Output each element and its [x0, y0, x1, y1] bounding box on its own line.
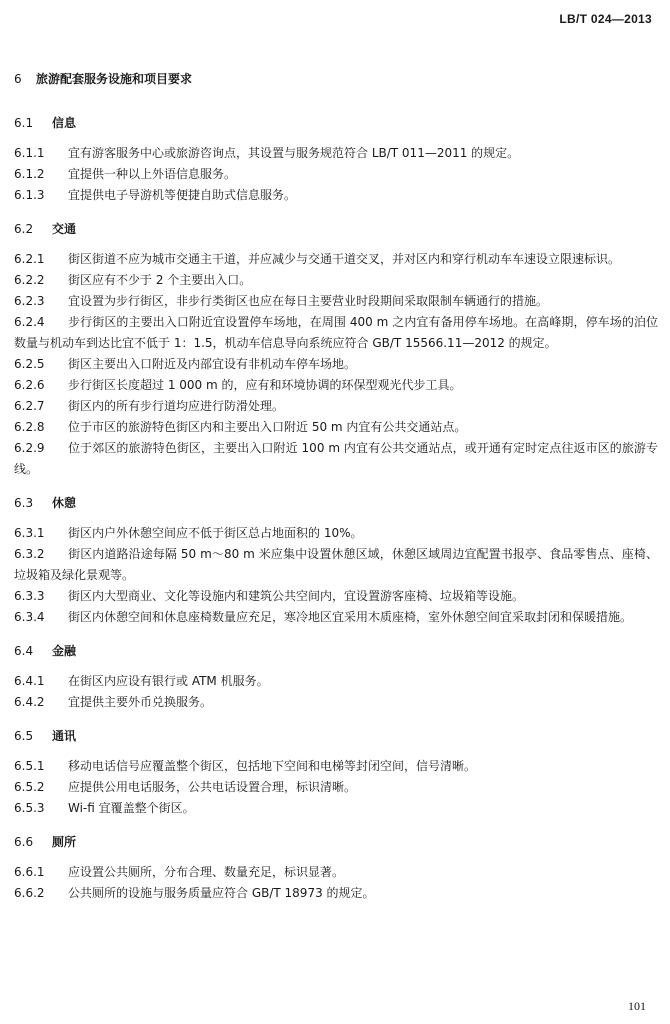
clause	[14, 417, 658, 438]
section-heading	[14, 494, 658, 511]
clause-text: 位于市区的旅游特色街区内和主要出入口附近 50 m 内宜有公共交通站点。	[68, 420, 467, 434]
section-communication	[14, 727, 658, 819]
section-heading	[14, 114, 658, 131]
section-finance	[14, 642, 658, 713]
clause-text: 街区内道路沿途每隔 50 m～80 m 米应集中设置休憩区域，休憩区域周边宜配置书报亭、食品零售点、座椅、垃圾箱及绿化景观等。	[14, 547, 658, 582]
clause-number: 6.2.6	[14, 378, 45, 392]
clause-text: Wi-fi 宜覆盖整个街区。	[68, 801, 195, 815]
clause	[14, 312, 658, 354]
clause	[14, 862, 658, 883]
section-information	[14, 114, 658, 206]
clause-number: 6.1.1	[14, 146, 45, 160]
clause-number: 6.2.3	[14, 294, 45, 308]
section-transport	[14, 220, 658, 480]
clause-text: 街区街道不应为城市交通主干道，并应减少与交通干道交叉，并对区内和穿行机动车车速设立限速标识。	[68, 252, 621, 266]
clause	[14, 438, 658, 480]
clause-number: 6.3.2	[14, 547, 45, 561]
clause-text: 宜提供一种以上外语信息服务。	[68, 167, 237, 181]
clause-text: 宜提供主要外币兑换服务。	[68, 695, 213, 709]
section-rest	[14, 494, 658, 628]
clause-text: 宜设置为步行街区，非步行类街区也应在每日主要营业时段期间采取限制车辆通行的措施。	[68, 294, 549, 308]
section-number: 6.1	[14, 116, 34, 130]
clause-text: 在街区内应设有银行或 ATM 机服务。	[68, 674, 269, 688]
clause-number: 6.2.9	[14, 441, 45, 455]
clause	[14, 544, 658, 586]
section-number: 6.6	[14, 835, 34, 849]
clause-text: 街区内户外休憩空间应不低于街区总占地面积的 10%。	[68, 526, 363, 540]
clause-number: 6.5.2	[14, 780, 45, 794]
clause-number: 6.5.1	[14, 759, 45, 773]
section-number: 6.3	[14, 496, 34, 510]
clause	[14, 249, 658, 270]
clause-number: 6.2.7	[14, 399, 45, 413]
clause-number: 6.3.1	[14, 526, 45, 540]
clause	[14, 143, 658, 164]
clause	[14, 671, 658, 692]
clause	[14, 756, 658, 777]
clause-number: 6.4.1	[14, 674, 45, 688]
clause-text: 移动电话信号应覆盖整个街区，包括地下空间和电梯等封闭空间，信号清晰。	[68, 759, 477, 773]
clause	[14, 270, 658, 291]
clause	[14, 185, 658, 206]
document-body	[14, 70, 658, 918]
clause-text: 街区应有不少于 2 个主要出入口。	[68, 273, 252, 287]
standard-code: LB/T 024—2013	[559, 12, 652, 26]
clause	[14, 354, 658, 375]
clause	[14, 375, 658, 396]
clause-number: 6.2.8	[14, 420, 45, 434]
section-number: 6.5	[14, 729, 34, 743]
clause	[14, 798, 658, 819]
section-heading	[14, 727, 658, 744]
section-heading	[14, 833, 658, 850]
clause-number: 6.4.2	[14, 695, 45, 709]
clause-number: 6.6.1	[14, 865, 45, 879]
section-title: 休憩	[52, 496, 77, 510]
section-title: 通讯	[52, 729, 77, 743]
clause	[14, 692, 658, 713]
clause-text: 街区内休憩空间和休息座椅数量应充足，寒冷地区宜采用木质座椅，室外休憩空间宜采取封闭和保暖措施。	[68, 610, 633, 624]
chapter-number: 6	[14, 72, 22, 86]
page-number: 101	[628, 999, 646, 1013]
clause	[14, 396, 658, 417]
clause-text: 街区内的所有步行道均应进行防滑处理。	[68, 399, 285, 413]
clause-text: 应设置公共厕所，分布合理、数量充足，标识显著。	[68, 865, 345, 879]
clause-number: 6.3.3	[14, 589, 45, 603]
clause	[14, 164, 658, 185]
chapter-heading	[14, 70, 658, 87]
section-toilets	[14, 833, 658, 904]
section-title: 金融	[52, 644, 77, 658]
clause-number: 6.1.3	[14, 188, 45, 202]
clause	[14, 883, 658, 904]
clause-text: 步行街区长度超过 1 000 m 的，应有和环境协调的环保型观光代步工具。	[68, 378, 462, 392]
clause-number: 6.1.2	[14, 167, 45, 181]
chapter-title: 旅游配套服务设施和项目要求	[36, 72, 193, 86]
section-title: 交通	[52, 222, 77, 236]
clause-number: 6.3.4	[14, 610, 45, 624]
clause-text: 步行街区的主要出入口附近宜设置停车场地，在周围 400 m 之内宜有备用停车场地。在高峰期，停车场的泊位数量与机动车到达比宜不低于 1：1.5，机动车信息导向系统应符合 GB/T 15566.11—2012 的规定。	[14, 315, 658, 350]
clause-number: 6.6.2	[14, 886, 45, 900]
clause-number: 6.2.1	[14, 252, 45, 266]
section-number: 6.2	[14, 222, 34, 236]
section-heading	[14, 220, 658, 237]
section-title: 信息	[52, 116, 77, 130]
clause	[14, 586, 658, 607]
clause	[14, 777, 658, 798]
clause-text: 街区内大型商业、文化等设施内和建筑公共空间内，宜设置游客座椅、垃圾箱等设施。	[68, 589, 525, 603]
clause-number: 6.2.5	[14, 357, 45, 371]
clause-text: 位于郊区的旅游特色街区，主要出入口附近 100 m 内宜有公共交通站点，或开通有定时定点往返市区的旅游专线。	[14, 441, 658, 476]
clause-text: 街区主要出入口附近及内部宜设有非机动车停车场地。	[68, 357, 357, 371]
section-title: 厕所	[52, 835, 77, 849]
clause-number: 6.2.4	[14, 315, 45, 329]
clause-number: 6.5.3	[14, 801, 45, 815]
clause-number: 6.2.2	[14, 273, 45, 287]
section-number: 6.4	[14, 644, 34, 658]
clause-text: 宜提供电子导游机等便捷自助式信息服务。	[68, 188, 297, 202]
clause	[14, 523, 658, 544]
clause-text: 宜有游客服务中心或旅游咨询点，其设置与服务规范符合 LB/T 011—2011 的规定。	[68, 146, 520, 160]
clause	[14, 607, 658, 628]
clause	[14, 291, 658, 312]
section-heading	[14, 642, 658, 659]
clause-text: 应提供公用电话服务，公共电话设置合理，标识清晰。	[68, 780, 357, 794]
clause-text: 公共厕所的设施与服务质量应符合 GB/T 18973 的规定。	[68, 886, 375, 900]
